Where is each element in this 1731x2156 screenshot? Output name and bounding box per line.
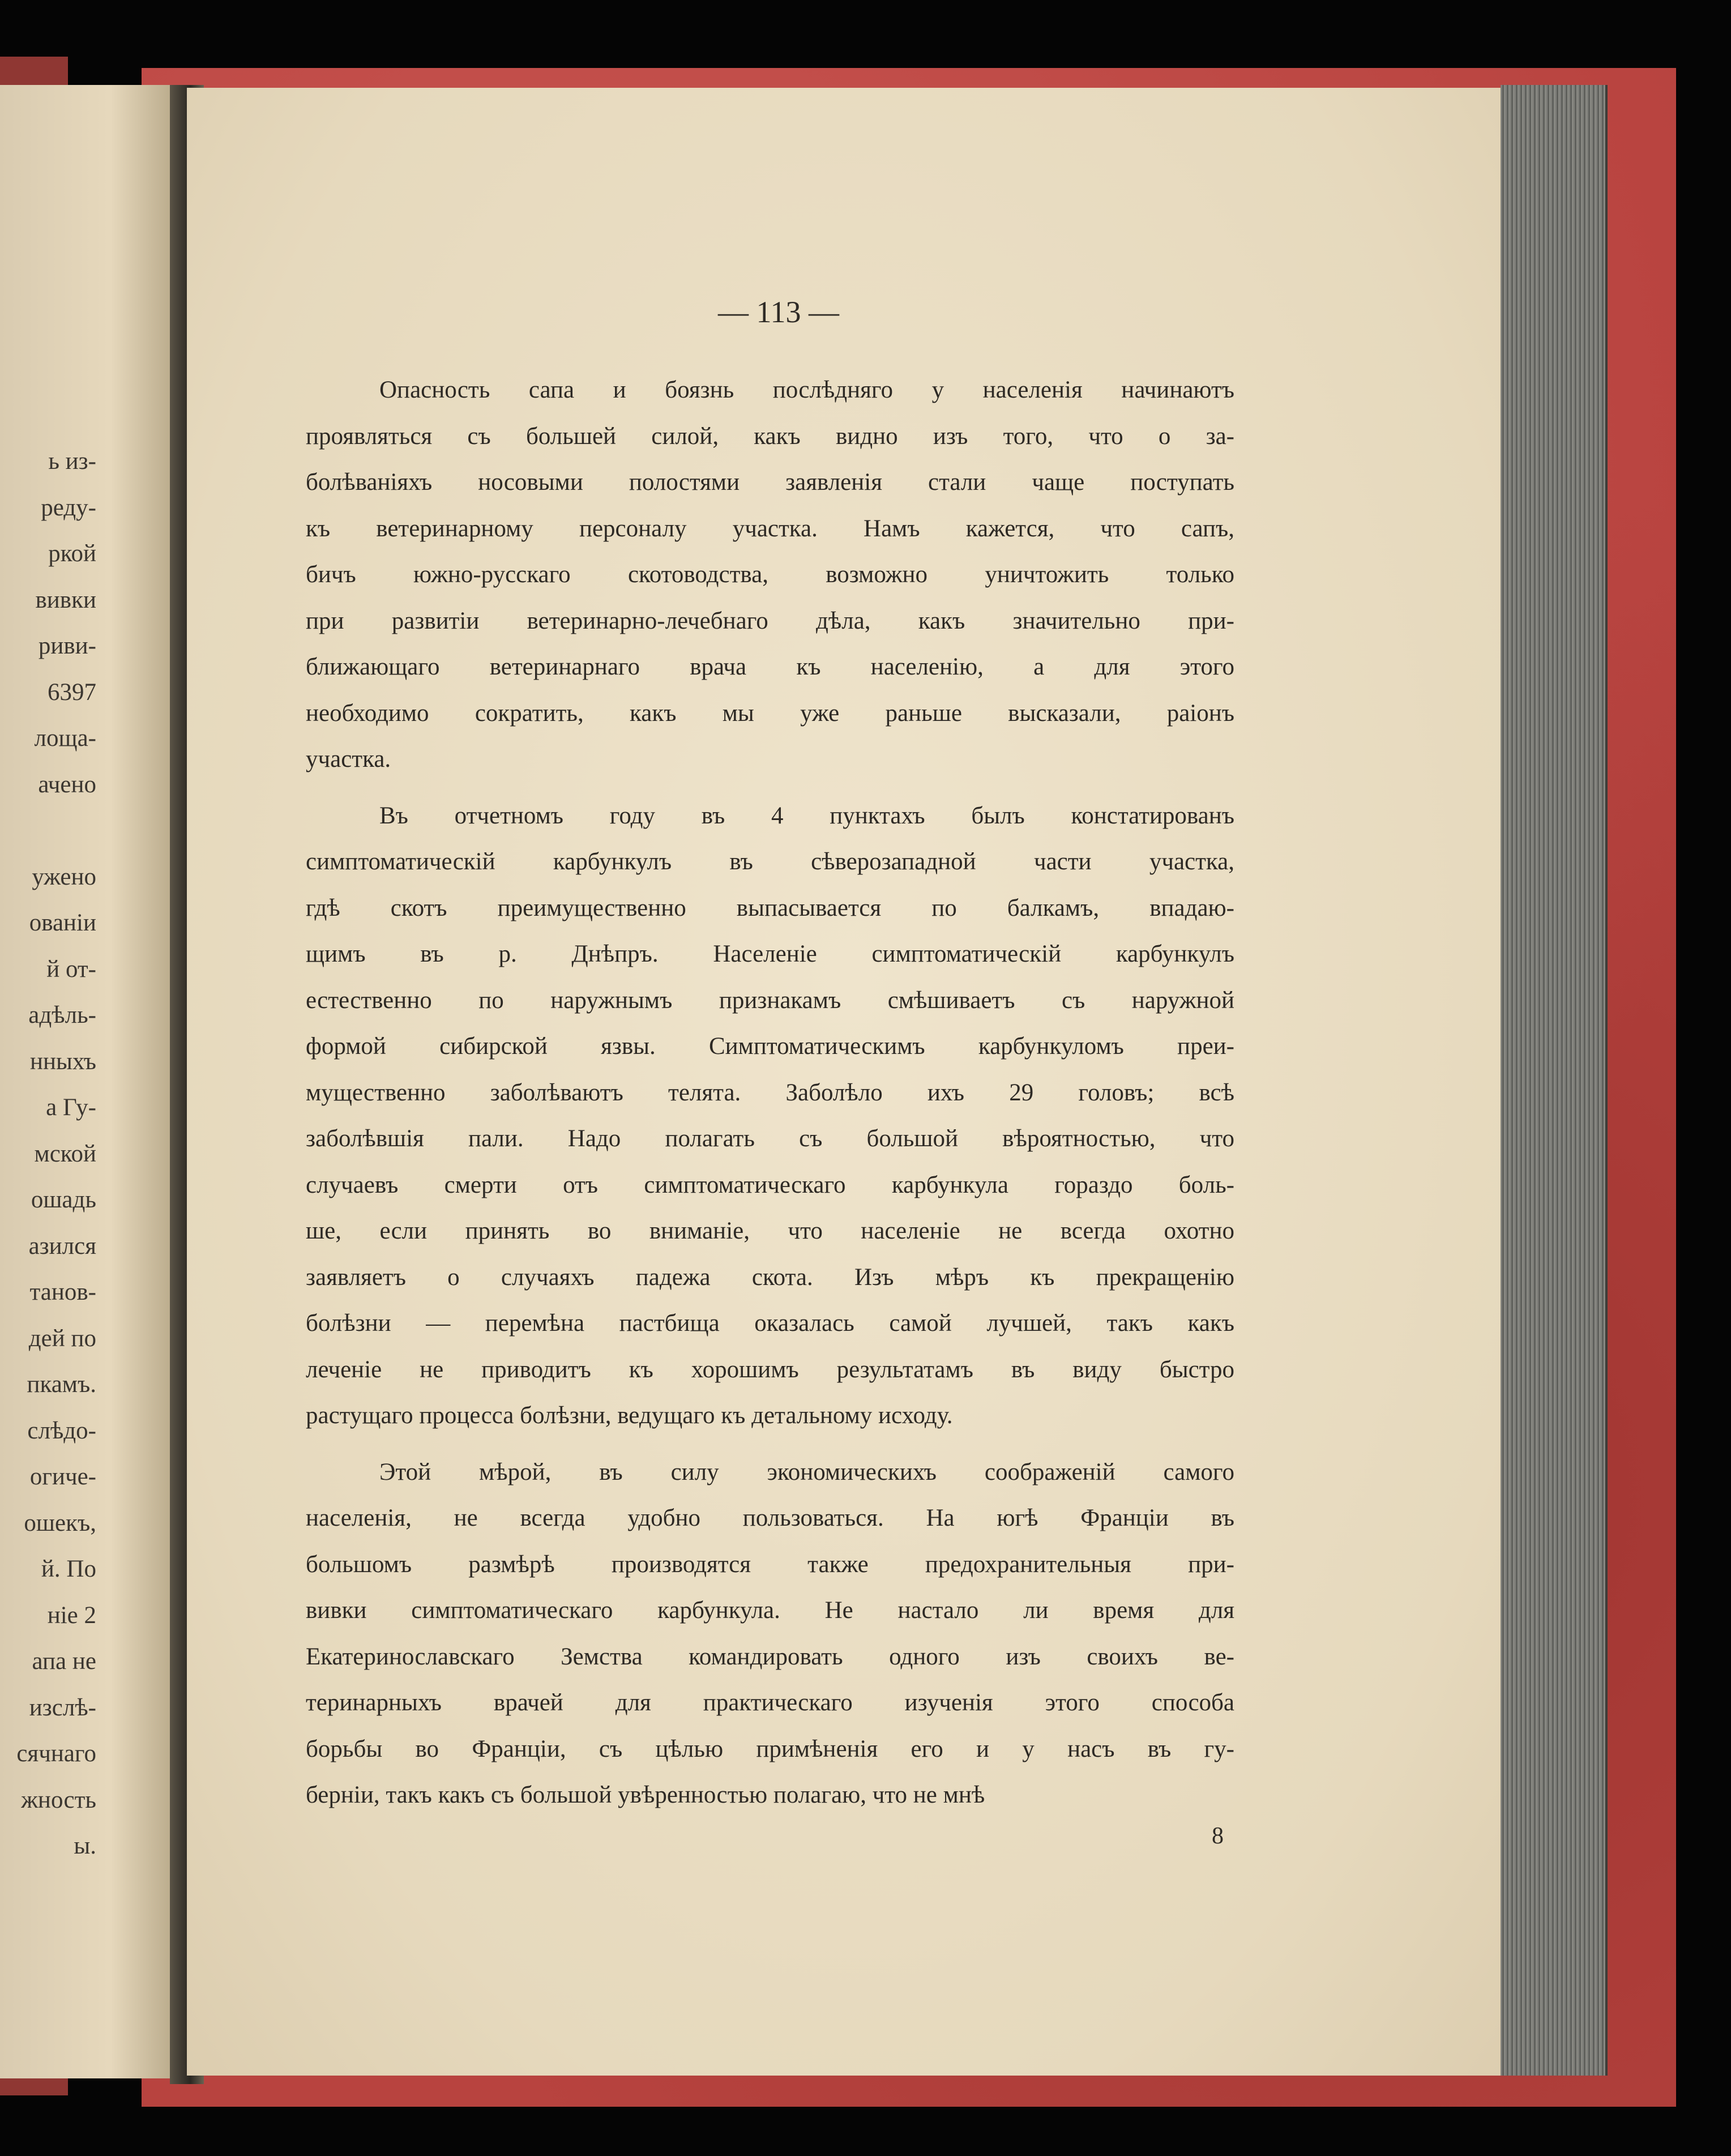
paragraph	[306, 1449, 1234, 1818]
text-line: большомъ размѣрѣ производятся также предохранительныя при-	[306, 1551, 1234, 1578]
text-line: борьбы во Франціи, съ цѣлью примѣненія его и у насъ въ гу-	[306, 1735, 1234, 1762]
text-line: ше, если принять во вниманіе, что населеніе не всегда охотно	[306, 1218, 1234, 1244]
left-page-line: вивки	[35, 586, 96, 613]
paragraph-gap	[306, 1439, 1234, 1449]
text-line: заболѣвшія пали. Надо полагать съ большой вѣроятностью, что	[306, 1125, 1234, 1152]
text-line: къ ветеринарному персоналу участка. Намъ кажется, что сапъ,	[306, 515, 1234, 542]
text-line: Опасность сапа и боязнь послѣдняго у населенія начинаютъ	[379, 377, 1234, 403]
text-line: теринарныхъ врачей для практическаго изученія этого способа	[306, 1689, 1234, 1716]
left-page-line: реду-	[41, 494, 96, 521]
text-line: растущаго процесса болѣзни, ведущаго къ детальному исходу.	[306, 1402, 953, 1429]
left-page-line: лоща-	[34, 725, 96, 752]
left-page-line: апа не	[32, 1648, 96, 1675]
text-line: симптоматическій карбункулъ въ сѣверозападной части участка,	[306, 848, 1234, 875]
text-line: Этой мѣрой, въ силу экономическихъ соображеній самого	[379, 1458, 1234, 1485]
left-page-line: ы.	[74, 1833, 96, 1859]
text-line: формой сибирской язвы. Симптоматическимъ карбункуломъ преи-	[306, 1033, 1234, 1060]
text-line: вивки симптоматическаго карбункула. Не настало ли время для	[306, 1597, 1234, 1624]
left-page-line: нныхъ	[29, 1048, 96, 1075]
left-page-line: ь из-	[48, 448, 96, 475]
text-line: заявляетъ о случаяхъ падежа скота. Изъ мѣръ къ прекращенію	[306, 1263, 1234, 1291]
text-line: случаевъ смерти отъ симптоматическаго карбункула гораздо боль-	[306, 1171, 1234, 1198]
left-page-line: риви-	[38, 633, 96, 659]
left-page-line: огиче-	[29, 1463, 96, 1490]
left-page-line: дей по	[28, 1325, 96, 1352]
left-page-line: ошадь	[31, 1186, 96, 1213]
printer-signature-mark: 8	[1212, 1823, 1224, 1849]
left-page-line: ошекъ,	[24, 1509, 96, 1536]
text-line: естественно по наружнымъ признакамъ смѣшиваетъ съ наружной	[306, 987, 1234, 1014]
text-line: населенія, не всегда удобно пользоваться. На югѣ Франціи въ	[306, 1505, 1234, 1531]
left-page-line: мской	[34, 1140, 96, 1167]
left-page-line: танов-	[29, 1279, 96, 1305]
text-line: участка.	[306, 746, 391, 772]
text-line: гдѣ скотъ преимущественно выпасывается по балкамъ, впадаю-	[306, 894, 1234, 921]
left-page-text	[0, 85, 96, 2078]
left-page-line: пкамъ.	[27, 1371, 96, 1398]
left-page-line: изслѣ-	[29, 1694, 96, 1721]
text-line: щимъ въ р. Днѣпръ. Населеніе симптоматическій карбункулъ	[306, 941, 1234, 967]
text-line: болѣваніяхъ носовыми полостями заявленія стали чаще поступать	[306, 469, 1234, 496]
left-page-line: слѣдо-	[27, 1417, 96, 1444]
paragraph-gap	[306, 783, 1234, 793]
left-page-line: й. По	[41, 1556, 96, 1582]
text-line: мущественно заболѣваютъ телята. Заболѣло ихъ 29 головъ; всѣ	[306, 1079, 1234, 1106]
left-page-line: жность	[21, 1786, 96, 1813]
left-page-line: ованіи	[29, 910, 96, 936]
text-line: проявляться съ большей силой, какъ видно изъ того, что о за-	[306, 422, 1234, 450]
body-text	[306, 367, 1234, 1818]
left-page-line: ужено	[32, 863, 96, 890]
text-line: берніи, такъ какъ съ большой увѣренностью полагаю, что не мнѣ	[306, 1782, 985, 1808]
text-line: необходимо сократить, какъ мы уже раньше высказали, раіонъ	[306, 699, 1234, 727]
text-line: ближающаго ветеринарнаго врача къ населенію, а для этого	[306, 654, 1234, 680]
left-page-line: 6397	[48, 678, 96, 706]
left-page-line: азился	[28, 1232, 96, 1260]
text-line: при развитіи ветеринарно-лечебнаго дѣла, какъ значительно при-	[306, 607, 1234, 634]
left-page-fragment	[0, 85, 184, 2078]
paragraph	[306, 367, 1234, 783]
left-page-line: ркой	[48, 540, 96, 567]
left-page-line: й от-	[46, 955, 96, 983]
left-page-line: адѣль-	[28, 1002, 96, 1028]
left-page-line: сячнаго	[16, 1740, 96, 1767]
text-line: болѣзни — перемѣна пастбища оказалась самой лучшей, такъ какъ	[306, 1310, 1234, 1337]
text-line: леченіе не приводитъ къ хорошимъ результатамъ въ виду быстро	[306, 1356, 1234, 1383]
paragraph	[306, 793, 1234, 1439]
left-page-line: ніе 2	[47, 1602, 96, 1629]
page-number: — 113 —	[718, 295, 839, 329]
text-line: Въ отчетномъ году въ 4 пунктахъ былъ констатированъ	[379, 802, 1234, 829]
left-page-line: ачено	[38, 771, 96, 798]
text-line: Екатеринославскаго Земства командировать одного изъ своихъ ве-	[306, 1643, 1234, 1670]
page-edges	[1501, 85, 1608, 2076]
text-line: бичъ южно-русскаго скотоводства, возможно уничтожить только	[306, 561, 1234, 588]
left-page-line: а Гу-	[46, 1094, 96, 1121]
